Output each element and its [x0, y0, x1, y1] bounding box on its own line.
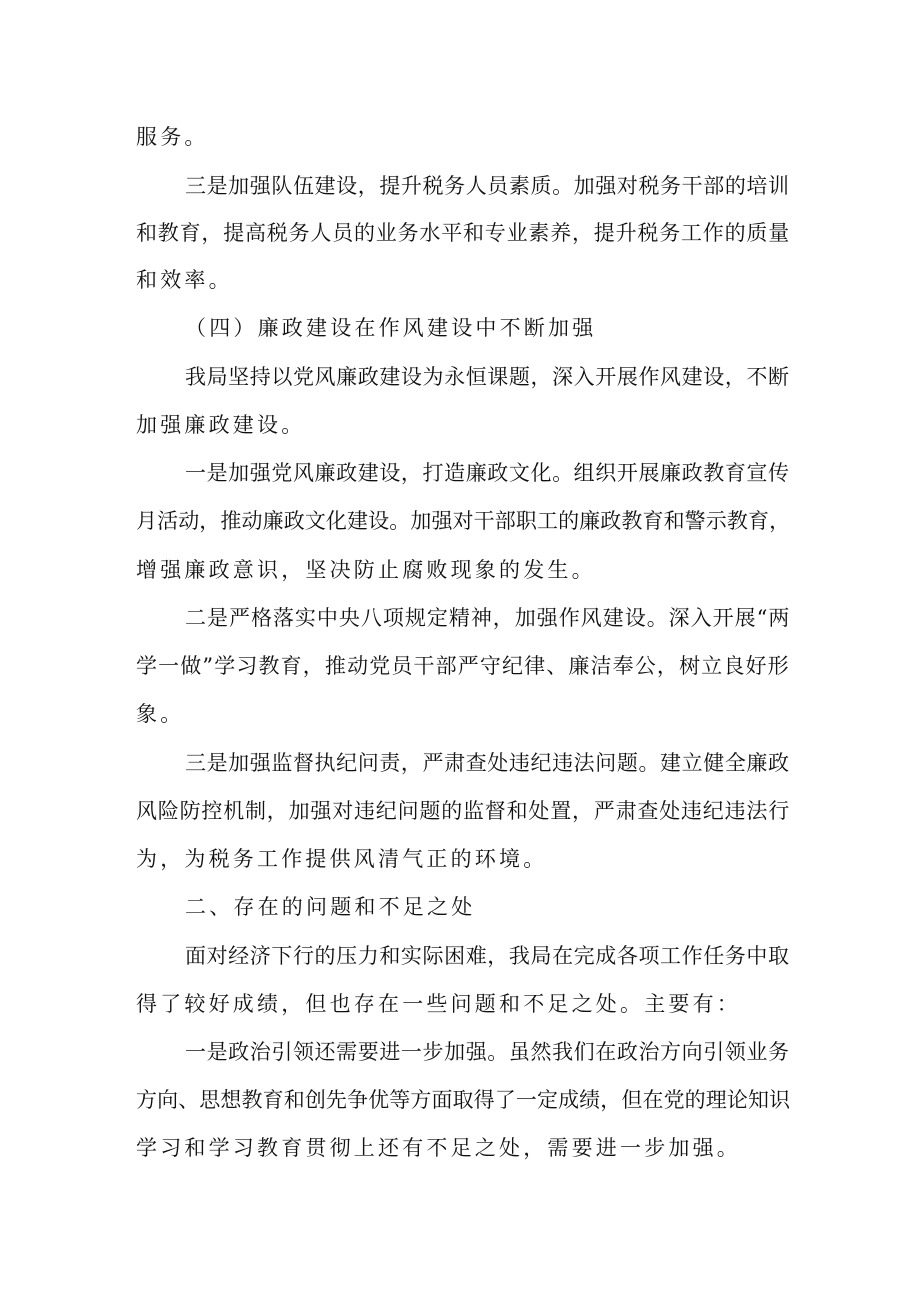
text-line: 我局坚持以党风廉政建设为永恒课题，深入开展作风建设，不断	[185, 365, 790, 389]
text-line: 一是加强党风廉政建设，打造廉政文化。组织开展廉政教育宣传	[185, 461, 790, 485]
text-line: 得了较好成绩，但也存在一些问题和不足之处。主要有：	[136, 992, 741, 1016]
text-line: 服务。	[136, 125, 209, 149]
text-line: 三是加强监督执纪问责，严肃查处违纪违法问题。建立健全廉政	[185, 751, 790, 775]
text-line: 增强廉政意识，坚决防止腐败现象的发生。	[136, 558, 596, 582]
section-heading: 二、存在的问题和不足之处	[185, 895, 476, 919]
text-line: 月活动，推动廉政文化建设。加强对干部职工的廉政教育和警示教育，	[136, 509, 791, 533]
text-line: 二是严格落实中央八项规定精神，加强作风建设。深入开展“两	[185, 606, 791, 630]
text-line: 学一做”学习教育，推动党员干部严守纪律、廉洁奉公，树立良好形	[136, 654, 790, 678]
text-line: 象。	[136, 702, 185, 726]
text-line: 面对经济下行的压力和实际困难，我局在完成各项工作任务中取	[185, 944, 790, 968]
text-line: 为，为税务工作提供风清气正的环境。	[136, 847, 548, 871]
text-line: 风险防控机制，加强对违纪问题的监督和处置，严肃查处违纪违法行	[136, 799, 790, 823]
text-line: 方向、思想教育和创先争优等方面取得了一定成绩，但在党的理论知识	[136, 1088, 791, 1112]
text-line: 和教育，提高税务人员的业务水平和专业素养，提升税务工作的质量	[136, 221, 790, 245]
text-line: 一是政治引领还需要进一步加强。虽然我们在政治方向引领业务	[185, 1040, 790, 1064]
text-line: 加强廉政建设。	[136, 413, 306, 437]
text-line: 学习和学习教育贯彻上还有不足之处，需要进一步加强。	[136, 1136, 741, 1160]
section-heading: （四）廉政建设在作风建设中不断加强	[185, 316, 597, 340]
text-line: 和效率。	[136, 268, 233, 292]
text-line: 三是加强队伍建设，提升税务人员素质。加强对税务干部的培训	[185, 174, 790, 198]
